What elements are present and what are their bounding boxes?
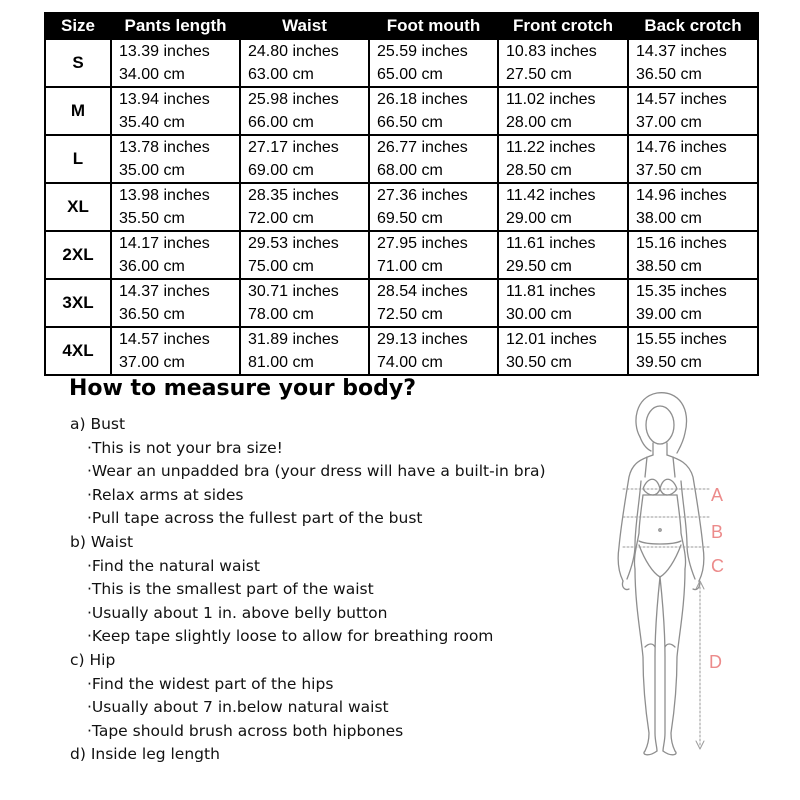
inches-value: 15.16 inches — [636, 235, 727, 252]
inches-value: 24.80 inches — [248, 43, 339, 60]
inches-value: 29.53 inches — [248, 235, 339, 252]
measurement-cell — [628, 135, 758, 183]
table-row — [45, 135, 758, 183]
cm-value: 30.00 cm — [506, 306, 572, 323]
size-chart-table — [44, 12, 759, 376]
body-figure-illustration — [605, 385, 765, 765]
measurement-cell — [240, 327, 369, 375]
measurement-cell — [111, 87, 240, 135]
measurement-cell — [369, 231, 498, 279]
measurement-cell — [628, 39, 758, 87]
guide-section-label: d) Inside leg length — [70, 745, 220, 764]
guide-item: ·Find the widest part of the hips — [87, 674, 334, 693]
cm-value: 28.50 cm — [506, 162, 572, 179]
inches-value: 25.59 inches — [377, 43, 468, 60]
guide-item: ·Relax arms at sides — [87, 485, 244, 504]
guide-item: ·This is not your bra size! — [87, 438, 283, 457]
cm-value: 78.00 cm — [248, 306, 314, 323]
table-row — [45, 279, 758, 327]
cm-value: 36.50 cm — [119, 306, 185, 323]
cm-value: 38.50 cm — [636, 258, 702, 275]
inches-value: 29.13 inches — [377, 331, 468, 348]
cm-value: 35.50 cm — [119, 210, 185, 227]
column-header-waist: Waist — [240, 13, 369, 39]
inches-value: 11.02 inches — [506, 91, 596, 108]
inches-value: 31.89 inches — [248, 331, 339, 348]
inches-value: 13.98 inches — [119, 187, 210, 204]
size-label: M — [45, 87, 111, 135]
guide-title: How to measure your body? — [69, 376, 417, 401]
guide-item: ·This is the smallest part of the waist — [87, 580, 374, 599]
measurement-cell — [111, 183, 240, 231]
measurement-cell — [498, 183, 628, 231]
measurement-cell — [498, 39, 628, 87]
measurement-cell — [369, 279, 498, 327]
cm-value: 81.00 cm — [248, 354, 314, 371]
measurement-cell — [240, 87, 369, 135]
cm-value: 68.00 cm — [377, 162, 443, 179]
cm-value: 29.50 cm — [506, 258, 572, 275]
inches-value: 14.37 inches — [119, 283, 210, 300]
cm-value: 74.00 cm — [377, 354, 443, 371]
inches-value: 11.42 inches — [506, 187, 596, 204]
inches-value: 30.71 inches — [248, 283, 339, 300]
inches-value: 15.55 inches — [636, 331, 727, 348]
measurement-cell — [240, 39, 369, 87]
inches-value: 11.81 inches — [506, 283, 596, 300]
inches-value: 28.35 inches — [248, 187, 339, 204]
guide-section-label: b) Waist — [70, 532, 134, 551]
inches-value: 27.95 inches — [377, 235, 468, 252]
size-label: L — [45, 135, 111, 183]
measurement-cell — [369, 87, 498, 135]
measurement-cell — [111, 39, 240, 87]
measurement-cell — [111, 231, 240, 279]
cm-value: 30.50 cm — [506, 354, 572, 371]
cm-value: 35.00 cm — [119, 162, 185, 179]
cm-value: 66.00 cm — [248, 114, 314, 131]
marker-d: D — [709, 652, 722, 672]
measurement-cell — [498, 231, 628, 279]
column-header-size: Size — [45, 13, 111, 39]
measurement-cell — [628, 327, 758, 375]
cm-value: 39.50 cm — [636, 354, 702, 371]
inches-value: 14.37 inches — [636, 43, 727, 60]
inches-value: 14.96 inches — [636, 187, 727, 204]
cm-value: 72.50 cm — [377, 306, 443, 323]
inches-value: 14.57 inches — [636, 91, 727, 108]
table-row — [45, 183, 758, 231]
table-row — [45, 87, 758, 135]
guide-item: ·Usually about 7 in.below natural waist — [87, 698, 389, 717]
inches-value: 13.78 inches — [119, 139, 210, 156]
table-row — [45, 327, 758, 375]
table-header-row — [45, 13, 758, 39]
measurement-guide — [70, 413, 610, 767]
inside-leg-arrow — [696, 581, 704, 749]
measurement-cell — [111, 135, 240, 183]
cm-value: 37.00 cm — [636, 114, 702, 131]
cm-value: 71.00 cm — [377, 258, 443, 275]
cm-value: 38.00 cm — [636, 210, 702, 227]
measurement-cell — [369, 183, 498, 231]
measurement-cell — [498, 87, 628, 135]
size-label: 2XL — [45, 231, 111, 279]
inches-value: 11.22 inches — [506, 139, 596, 156]
cm-value: 69.50 cm — [377, 210, 443, 227]
inches-value: 14.76 inches — [636, 139, 727, 156]
size-label: 4XL — [45, 327, 111, 375]
inches-value: 27.36 inches — [377, 187, 468, 204]
cm-value: 65.00 cm — [377, 66, 443, 83]
measurement-cell — [628, 279, 758, 327]
inches-value: 15.35 inches — [636, 283, 727, 300]
guide-item: ·Find the natural waist — [87, 556, 260, 575]
inches-value: 26.18 inches — [377, 91, 468, 108]
cm-value: 29.00 cm — [506, 210, 572, 227]
cm-value: 36.00 cm — [119, 258, 185, 275]
cm-value: 39.00 cm — [636, 306, 702, 323]
column-header-front-crotch: Front crotch — [498, 13, 628, 39]
table-row — [45, 39, 758, 87]
inches-value: 26.77 inches — [377, 139, 468, 156]
body-outline — [618, 393, 704, 755]
measurement-cell — [498, 279, 628, 327]
column-header-back-crotch: Back crotch — [628, 13, 758, 39]
measurement-cell — [628, 87, 758, 135]
measurement-cell — [498, 327, 628, 375]
column-header-pants-length: Pants length — [111, 13, 240, 39]
marker-b: B — [711, 522, 724, 542]
column-header-foot-mouth: Foot mouth — [369, 13, 498, 39]
measurement-cell — [111, 327, 240, 375]
guide-item: ·Keep tape slightly loose to allow for breathing room — [87, 627, 494, 646]
size-label: XL — [45, 183, 111, 231]
cm-value: 66.50 cm — [377, 114, 443, 131]
inches-value: 13.94 inches — [119, 91, 210, 108]
size-label: 3XL — [45, 279, 111, 327]
measurement-cell — [369, 39, 498, 87]
cm-value: 27.50 cm — [506, 66, 572, 83]
guide-item: ·Wear an unpadded bra (your dress will have a built-in bra) — [87, 462, 546, 481]
measurement-cell — [498, 135, 628, 183]
cm-value: 28.00 cm — [506, 114, 572, 131]
inches-value: 27.17 inches — [248, 139, 339, 156]
inches-value: 10.83 inches — [506, 43, 597, 60]
size-label: S — [45, 39, 111, 87]
measurement-cell — [369, 327, 498, 375]
inches-value: 13.39 inches — [119, 43, 210, 60]
cm-value: 37.00 cm — [119, 354, 185, 371]
measurement-cell — [240, 135, 369, 183]
table-row — [45, 231, 758, 279]
cm-value: 72.00 cm — [248, 210, 314, 227]
measurement-cell — [369, 135, 498, 183]
guide-section-label: a) Bust — [70, 415, 126, 433]
measurement-cell — [111, 279, 240, 327]
guide-section-label: c) Hip — [70, 650, 116, 669]
inches-value: 12.01 inches — [506, 331, 597, 348]
cm-value: 35.40 cm — [119, 114, 185, 131]
inches-value: 11.61 inches — [506, 235, 596, 252]
cm-value: 36.50 cm — [636, 66, 702, 83]
inches-value: 14.17 inches — [119, 235, 210, 252]
marker-c: C — [711, 556, 724, 576]
cm-value: 34.00 cm — [119, 66, 185, 83]
measurement-cell — [240, 183, 369, 231]
measurement-markers — [709, 485, 724, 672]
guide-item: ·Pull tape across the fullest part of the bust — [87, 509, 423, 528]
cm-value: 63.00 cm — [248, 66, 314, 83]
inches-value: 25.98 inches — [248, 91, 339, 108]
measurement-cell — [628, 183, 758, 231]
measurement-cell — [628, 231, 758, 279]
measurement-cell — [240, 279, 369, 327]
cm-value: 75.00 cm — [248, 258, 314, 275]
measurement-cell — [240, 231, 369, 279]
cm-value: 69.00 cm — [248, 162, 314, 179]
guide-item: ·Usually about 1 in. above belly button — [87, 603, 388, 622]
inches-value: 28.54 inches — [377, 283, 468, 300]
cm-value: 37.50 cm — [636, 162, 702, 179]
guide-item: ·Tape should brush across both hipbones — [87, 721, 404, 740]
marker-a: A — [711, 485, 724, 505]
inches-value: 14.57 inches — [119, 331, 210, 348]
